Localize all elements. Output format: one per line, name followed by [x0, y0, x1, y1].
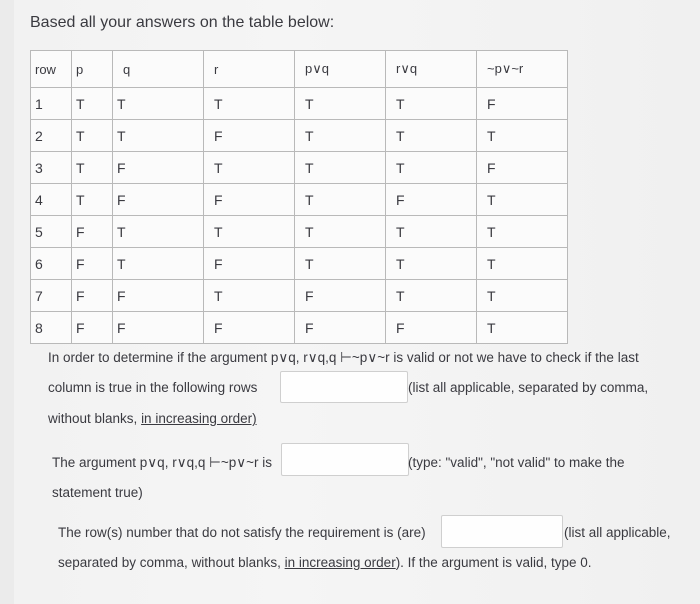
- cell-row: 4: [31, 184, 72, 216]
- cell-row: 6: [31, 248, 72, 280]
- cell-r: T: [204, 280, 295, 312]
- table-row: [31, 152, 568, 184]
- cell-r-or-q: F: [386, 184, 477, 216]
- cell-not-p-or-not-r: T: [477, 184, 568, 216]
- header-r-or-q: r∨q: [386, 51, 477, 88]
- cell-q: T: [113, 216, 204, 248]
- cell-r-or-q: T: [386, 152, 477, 184]
- table-row: [31, 216, 568, 248]
- cell-row: 5: [31, 216, 72, 248]
- q3-right: (list all applicable,: [564, 525, 671, 540]
- cell-q: T: [113, 88, 204, 120]
- q3-line2-end: ). If the argument is valid, type 0.: [395, 555, 592, 570]
- q2-line2: statement true): [52, 485, 143, 500]
- cell-r: F: [204, 184, 295, 216]
- table-row: [31, 120, 568, 152]
- cell-q: F: [113, 312, 204, 344]
- cell-q: T: [113, 248, 204, 280]
- q3-line2: [58, 548, 592, 578]
- cell-not-p-or-not-r: F: [477, 152, 568, 184]
- header-r: r: [204, 51, 295, 88]
- cell-r-or-q: T: [386, 248, 477, 280]
- q2-prompt: The argument p∨q, r∨q,q ⊢~p∨~r is: [52, 455, 273, 470]
- cell-r-or-q: T: [386, 120, 477, 152]
- cell-r: F: [204, 312, 295, 344]
- cell-not-p-or-not-r: T: [477, 248, 568, 280]
- cell-p-or-q: F: [295, 312, 386, 344]
- cell-p: F: [72, 280, 113, 312]
- cell-p-or-q: T: [295, 152, 386, 184]
- header-row: row: [31, 51, 72, 88]
- cell-p: F: [72, 216, 113, 248]
- cell-q: F: [113, 280, 204, 312]
- cell-r-or-q: T: [386, 216, 477, 248]
- cell-r: F: [204, 248, 295, 280]
- table-row: [31, 248, 568, 280]
- header-p: p: [72, 51, 113, 88]
- header-p-or-q: p∨q: [295, 51, 386, 88]
- cell-r: F: [204, 120, 295, 152]
- cell-row: 7: [31, 280, 72, 312]
- q1-line3: [48, 404, 257, 434]
- q1-line1: In order to determine if the argument p∨q, r∨q,q ⊢~p∨~r is valid or not we have to check if the last: [48, 350, 639, 365]
- header-not-p-or-not-r: ~p∨~r: [477, 51, 568, 88]
- cell-p-or-q: T: [295, 248, 386, 280]
- header-q: q: [113, 51, 204, 88]
- cell-p: F: [72, 248, 113, 280]
- table-row: [31, 312, 568, 344]
- cell-q: F: [113, 152, 204, 184]
- cell-p: T: [72, 120, 113, 152]
- instructions-heading: Based all your answers on the table below:: [30, 14, 335, 31]
- cell-p-or-q: T: [295, 120, 386, 152]
- cell-p: T: [72, 152, 113, 184]
- cell-row: 2: [31, 120, 72, 152]
- cell-p: F: [72, 312, 113, 344]
- q3-answer-input[interactable]: [441, 515, 563, 548]
- cell-p: T: [72, 88, 113, 120]
- cell-not-p-or-not-r: T: [477, 120, 568, 152]
- cell-row: 3: [31, 152, 72, 184]
- cell-p-or-q: F: [295, 280, 386, 312]
- cell-r-or-q: T: [386, 280, 477, 312]
- q1-line3-underlined: in increasing order): [141, 411, 257, 426]
- cell-p-or-q: T: [295, 88, 386, 120]
- cell-r: T: [204, 152, 295, 184]
- q3-line2-underlined: in increasing order: [284, 555, 396, 570]
- header-row: [31, 51, 568, 88]
- cell-p: T: [72, 184, 113, 216]
- cell-q: T: [113, 120, 204, 152]
- cell-r-or-q: F: [386, 312, 477, 344]
- cell-not-p-or-not-r: F: [477, 88, 568, 120]
- table-row: [31, 184, 568, 216]
- table-row: [31, 88, 568, 120]
- cell-r: T: [204, 216, 295, 248]
- cell-p-or-q: T: [295, 184, 386, 216]
- cell-not-p-or-not-r: T: [477, 216, 568, 248]
- cell-r: T: [204, 88, 295, 120]
- q1-line2-left: column is true in the following rows: [48, 380, 258, 395]
- table-row: [31, 280, 568, 312]
- cell-p-or-q: T: [295, 216, 386, 248]
- cell-q: F: [113, 184, 204, 216]
- cell-not-p-or-not-r: T: [477, 280, 568, 312]
- q3-line2-plain: separated by comma, without blanks,: [58, 555, 285, 570]
- q2-right: (type: "valid", "not valid" to make the: [408, 455, 625, 470]
- cell-r-or-q: T: [386, 88, 477, 120]
- q2-answer-input[interactable]: [281, 443, 409, 476]
- q3-prompt: The row(s) number that do not satisfy the requirement is (are): [58, 525, 426, 540]
- q1-line2-right: (list all applicable, separated by comma,: [408, 380, 649, 395]
- cell-not-p-or-not-r: T: [477, 312, 568, 344]
- q1-line3-plain: without blanks,: [48, 411, 142, 426]
- cell-row: 8: [31, 312, 72, 344]
- q1-answer-input[interactable]: [280, 371, 408, 403]
- cell-row: 1: [31, 88, 72, 120]
- truth-table: [30, 50, 568, 344]
